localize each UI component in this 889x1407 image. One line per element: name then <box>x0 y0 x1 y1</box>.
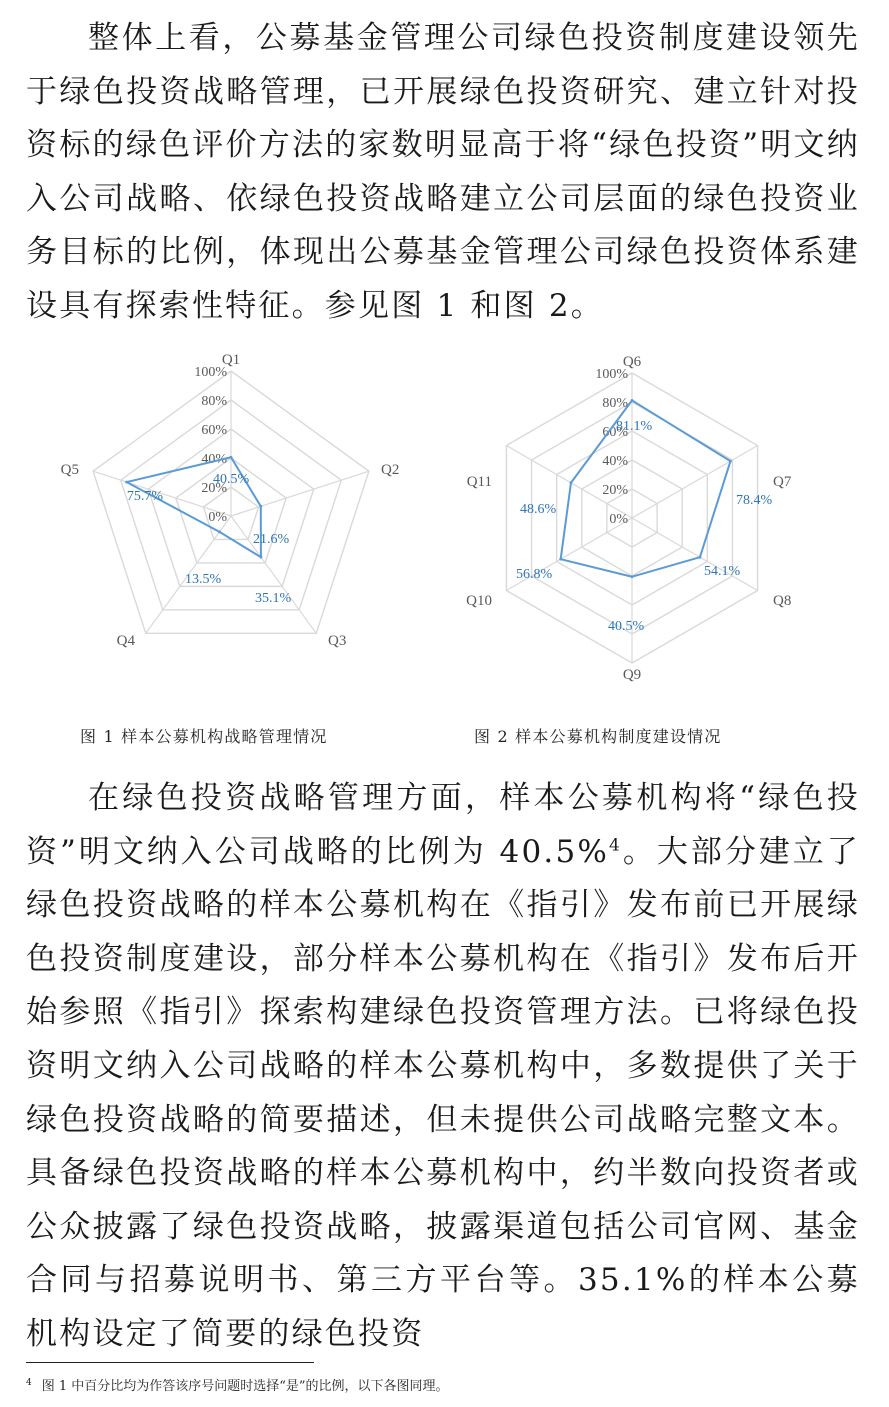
footnote <box>26 1375 449 1394</box>
radar-tick-label: 80% <box>201 394 227 409</box>
radar-data-point <box>218 530 221 533</box>
radar-data-point <box>699 556 702 559</box>
radar-tick-label: 0% <box>609 512 628 527</box>
radar-data-label: 56.8% <box>516 567 553 582</box>
radar-tick-label: 40% <box>201 452 227 467</box>
radar-data-label: 81.1% <box>616 419 653 434</box>
radar-axis-label: Q6 <box>622 354 642 370</box>
footnote-number: 4 <box>26 1377 32 1388</box>
radar-tick-label: 80% <box>602 396 628 411</box>
radar-axis-label: Q2 <box>381 462 400 478</box>
radar-data-point <box>631 399 634 402</box>
radar-axis-label: Q1 <box>221 352 241 368</box>
footnote-text: 图 1 中百分比均为作答该序号问题时选择“是”的比例，以下各图同理。 <box>41 1379 449 1394</box>
radar-data-point <box>729 460 732 463</box>
radar-data-point <box>125 481 128 484</box>
radar-data-point <box>559 558 562 561</box>
radar-data-point <box>230 456 233 459</box>
radar-spoke <box>231 471 369 516</box>
paragraph-text-before-footnote: 在绿色投资战略管理方面，样本公募机构将“绿色投资”明文纳入公司战略的比例为 40.5% <box>26 780 860 870</box>
radar-tick-label: 60% <box>602 425 628 440</box>
radar-tick-label: 100% <box>595 367 628 382</box>
radar-data-label: 48.6% <box>520 502 557 517</box>
radar-data-label: 78.4% <box>736 493 773 508</box>
radar-data-point <box>570 481 573 484</box>
footnote-divider <box>26 1362 314 1363</box>
figure-1-caption: 图 1 样本公募机构战略管理情况 <box>80 727 328 746</box>
radar-data-label: 75.7% <box>126 489 164 504</box>
radar-axis-label: Q4 <box>116 633 135 649</box>
figure-2-caption: 图 2 样本公募机构制度建设情况 <box>474 727 722 746</box>
radar-axis-label: Q11 <box>466 474 492 490</box>
radar-data-label: 13.5% <box>185 572 222 587</box>
radar-axis-label: Q8 <box>773 593 792 609</box>
radar-chart-system <box>460 340 800 690</box>
footnote-marker: 4 <box>609 835 623 856</box>
radar-axis-label: Q9 <box>622 667 642 683</box>
radar-tick-label: 40% <box>602 454 628 469</box>
radar-axis-label: Q10 <box>466 593 492 609</box>
radar-axis-label: Q3 <box>328 633 347 649</box>
intro-paragraph: 整体上看，公募基金管理公司绿色投资制度建设领先于绿色投资战略管理，已开展绿色投资研究、建立针对投资标的绿色评价方法的家数明显高于将“绿色投资”明文纳入公司战略、依绿色投资战略建立公司层面的绿色投资业务目标的比例，体现出公募基金管理公司绿色投资体系建设具有探索性特征。参见图 1 和图 2。 <box>26 20 860 324</box>
paragraph-text-after-footnote: 。大部分建立了绿色投资战略的样本公募机构在《指引》发布前已开展绿色投资制度建设，部分样本公募机构在《指引》发布后开始参照《指引》探索构建绿色投资管理方法。已将绿色投资明文纳入公司战略的样本公募机构中，多数提供了关于绿色投资战略的简要描述，但未提供公司战略完整文本。具备绿色投资战略的样本公募机构中，约半数向投资者或公众披露了绿色投资战略，披露渠道包括公司官网、基金合同与招募说明书、第三方平台等。35.1%的样本公募机构设定了简要的绿色投资 <box>26 833 860 1352</box>
radar-tick-label: 60% <box>201 423 227 438</box>
radar-axis-label: Q7 <box>773 474 792 490</box>
radar-axis-label: Q5 <box>60 462 79 478</box>
radar-data-label: 35.1% <box>255 591 292 606</box>
radar-chart-strategy <box>60 340 400 660</box>
radar-tick-label: 20% <box>201 481 227 496</box>
radar-data-label: 40.5% <box>608 619 645 634</box>
radar-data-label: 21.6% <box>253 532 290 547</box>
radar-data-label: 40.5% <box>213 472 250 487</box>
radar-data-point <box>259 505 262 508</box>
strategy-paragraph <box>26 772 860 1362</box>
radar-spoke <box>632 518 758 591</box>
radar-data-point <box>631 575 634 578</box>
radar-tick-label: 100% <box>194 365 227 380</box>
radar-data-label: 54.1% <box>704 564 741 579</box>
radar-tick-label: 20% <box>602 483 628 498</box>
radar-data-point <box>260 556 263 559</box>
radar-tick-label: 0% <box>208 510 227 525</box>
